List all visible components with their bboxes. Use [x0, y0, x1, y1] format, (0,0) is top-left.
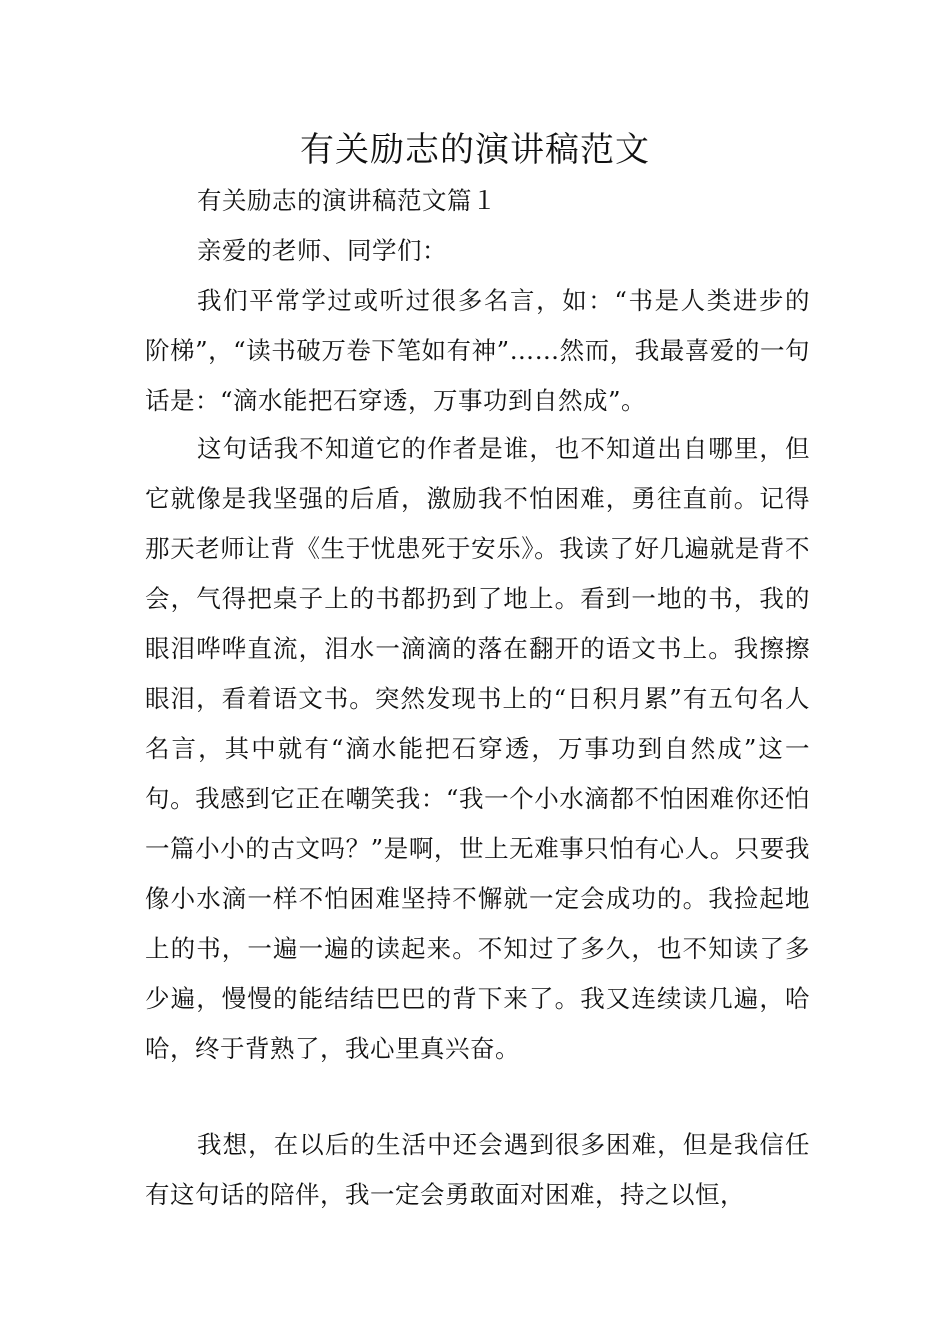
paragraph-1: 我们平常学过或听过很多名言，如：“书是人类进步的阶梯”，“读书破万卷下笔如有神”……然而，我最喜爱的一句话是：“滴水能把石穿透，万事功到自然成”。	[145, 286, 810, 415]
paragraph-3: 我想，在以后的生活中还会遇到很多困难，但是我信任有这句话的陪伴，我一定会勇敢面对困难，持之以恒，	[145, 1130, 810, 1209]
document-title: 有关励志的演讲稿范文	[300, 130, 650, 170]
paragraph-2: 这句话我不知道它的作者是谁，也不知道出自哪里，但它就像是我坚强的后盾，激励我不怕困难，勇往直前。记得那天老师让背《生于忧患死于安乐》。我读了好几遍就是背不会，气得把桌子上的书都扔到了地上。看到一地的书，我的眼泪哗哗直流，泪水一滴滴的落在翻开的语文书上。我擦擦眼泪，看着语文书。突然发现书上的“日积月累”有五句名人名言，其中就有“滴水能把石穿透，万事功到自然成”这一句。我感到它正在嘲笑我：“我一个小水滴都不怕困难你还怕一篇小小的古文吗？”是啊，世上无难事只怕有心人。只要我像小水滴一样不怕困难坚持不懈就一定会成功的。我捡起地上的书，一遍一遍的读起来。不知过了多久，也不知读了多少遍，慢慢的能结结巴巴的背下来了。我又连续读几遍，哈哈，终于背熟了，我心里真兴奋。	[145, 434, 810, 1063]
greeting-line: 亲爱的老师、同学们：	[197, 236, 447, 265]
section-subtitle: 有关励志的演讲稿范文篇１	[197, 186, 497, 215]
